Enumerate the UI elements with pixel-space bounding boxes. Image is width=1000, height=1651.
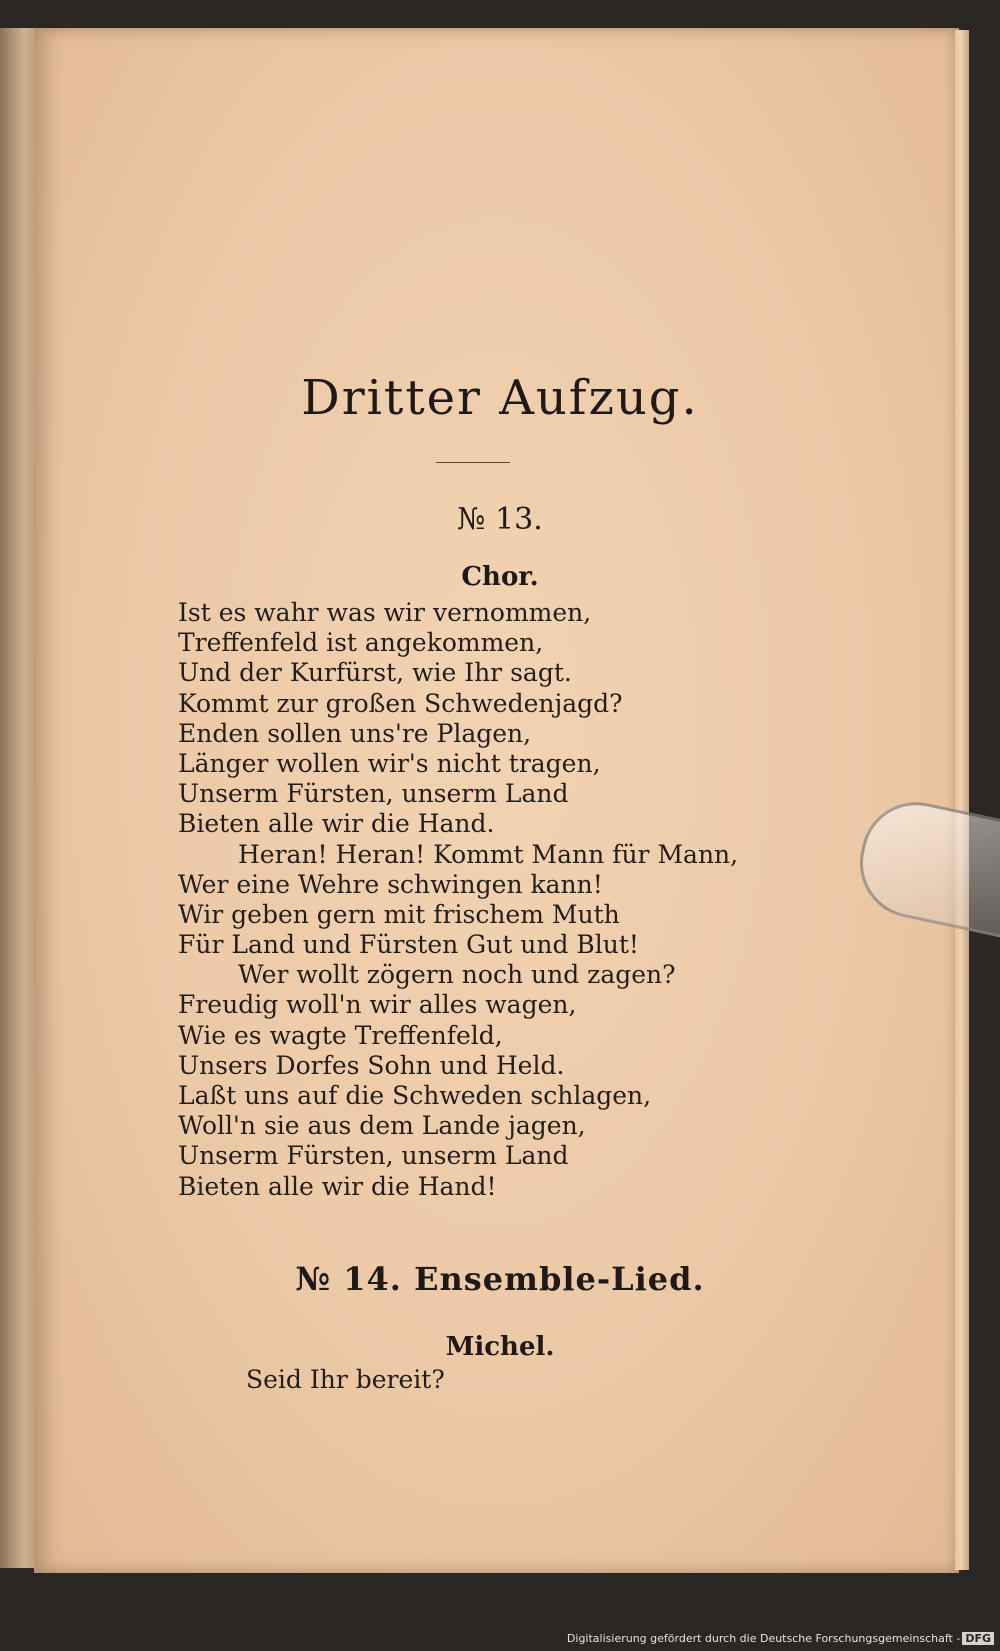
verse-line: Wer eine Wehre schwingen kann!: [178, 869, 603, 899]
act-title: Dritter Aufzug.: [301, 370, 699, 426]
verse-line: Laßt uns auf die Schweden schlagen,: [178, 1081, 652, 1110]
verse-line: Kommt zur großen Schwedenjagd?: [178, 688, 623, 718]
verse-line: Für Land und Fürsten Gut und Blut!: [178, 930, 639, 960]
verse-line: Unserm Fürsten, unserm Land: [178, 1141, 569, 1171]
credit-text: Digitalisierung gefördert durch die Deutsche Forschungsgemeinschaft -: [566, 1632, 961, 1645]
verse-line: Wer wollt zögern noch und zagen?: [238, 960, 676, 990]
verse-line: Ist es wahr was wir vernommen,: [178, 598, 592, 627]
verse-line: Woll'n sie aus dem Lande jagen,: [178, 1111, 586, 1141]
michel-line: Seid Ihr bereit?: [246, 1365, 445, 1394]
digitization-credit: [567, 1632, 994, 1645]
speaker-heading-michel: Michel.: [445, 1332, 555, 1362]
verse-line: Freudig woll'n wir alles wagen,: [178, 990, 577, 1020]
verse-line: Heran! Heran! Kommt Mann für Mann,: [238, 839, 739, 869]
verse-line: Unsers Dorfes Sohn und Held.: [178, 1050, 565, 1080]
chorus-verse: [178, 598, 818, 1202]
verse-line: Enden sollen uns're Plagen,: [178, 718, 532, 748]
verse-line: Wie es wagte Treffenfeld,: [178, 1020, 503, 1050]
verse-line: Unserm Fürsten, unserm Land: [178, 779, 569, 809]
section-number-13: № 13.: [457, 502, 543, 537]
speaker-heading-chor: Chor.: [461, 562, 539, 592]
verse-line: Bieten alle wir die Hand!: [178, 1171, 497, 1201]
verse-line: Länger wollen wir's nicht tragen,: [178, 748, 601, 778]
verse-line: Wir geben gern mit frischem Muth: [178, 899, 620, 929]
title-divider: [436, 462, 510, 463]
dfg-logo: DFG: [962, 1632, 994, 1645]
section-number-14: № 14. Ensemble-Lied.: [295, 1260, 705, 1298]
verse-line: Treffenfeld ist angekommen,: [178, 628, 544, 658]
verse-line: Bieten alle wir die Hand.: [178, 809, 495, 839]
verse-line: Und der Kurfürst, wie Ihr sagt.: [178, 658, 572, 688]
